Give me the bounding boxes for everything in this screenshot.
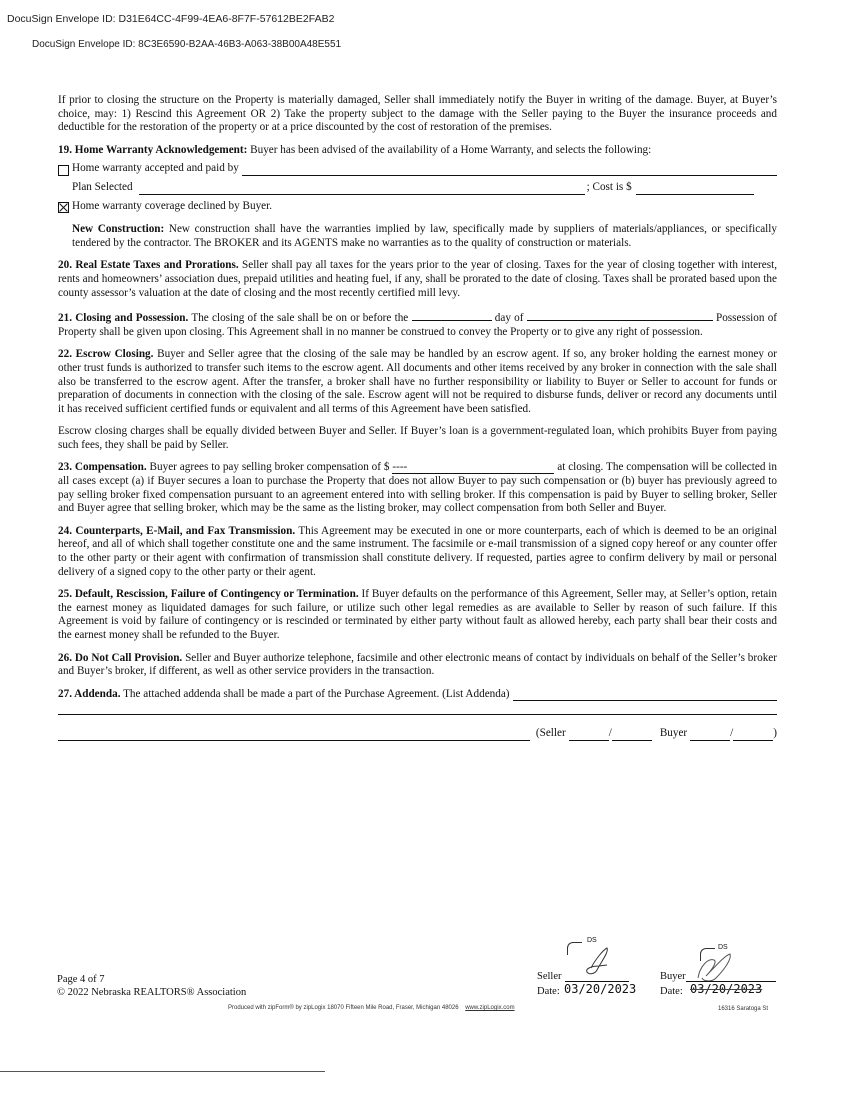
- section-21: [58, 309, 777, 339]
- section-24-text: This Agreement may be executed in one or more counterparts, each of which is deemed to be an original hereof, and all of which shall together constitute one and the same instrument. The facsimile or e-mail transmission of a signed copy hereof or any counter offer to the other party or their agent with confirmation of transmission shall constitute delivery. If requested, parties agree to confirm delivery by mail or personal delivery of a signed copy to the other party or their agent.: [58, 524, 778, 578]
- buyer-ds-tag: DS: [718, 944, 728, 951]
- page-number: Page 4 of 7: [57, 974, 105, 985]
- buyer-initial-2[interactable]: [733, 729, 773, 741]
- section-25: [58, 588, 777, 642]
- section-26: [58, 652, 777, 679]
- seller-initial-2[interactable]: [612, 729, 652, 741]
- initials-seller-label: (Seller: [535, 727, 566, 740]
- section-23-heading: 23. Compensation.: [58, 461, 147, 474]
- section-23-text-a: Buyer agrees to pay selling broker compensation of $: [146, 461, 390, 474]
- section-20-text: Seller shall pay all taxes for the years prior to the year of closing. Taxes for the year of closing together with interest, rents and homeowners’ association dues, prepaid utilities and heating fuel, if any, shall be prorated to the date of closing. Taxes shall be prorated based upon the county assessor’s valuation at the date of closing and the most recently certified mill levy.: [58, 259, 778, 299]
- section-21-text-b: day of: [494, 312, 524, 325]
- seller-ds-tag: DS: [587, 937, 597, 944]
- seller-date-label: Date:: [537, 986, 560, 997]
- buyer-date-label: Date:: [660, 986, 683, 997]
- copyright: © 2022 Nebraska REALTORS® Association: [57, 987, 247, 998]
- damage-paragraph: If prior to closing the structure on the Property is materially damaged, Seller shall immediately notify the Buyer in writing of the damage. Buyer, at Buyer’s choice, may: 1) Rescind this Agreement OR 2) Take the property subject to the damage with the Seller paying to the Buyer the insurance proceeds and deductible for the restoration of the property or at a price discounted by the cost of restoration of the premises.: [58, 94, 777, 134]
- plan-selected-label: Plan Selected: [72, 180, 133, 193]
- section-22-text2: Escrow closing charges shall be equally divided between Buyer and Seller. If Buyer’s loan is a government-regulated loan, which prohibits Buyer from paying such fees, they shall be paid by Seller.: [58, 425, 777, 451]
- section-22-text: Buyer and Seller agree that the closing of the sale may be handled by an escrow agent. If so, any broker holding the earnest money or other trust funds is authorized to transfer such items to the escrow agent. All documents and other items received by any broker in connection with the sale shall also be transferred to the escrow agent. After the transfer, a broker shall have no further responsibility or liability to Buyer or Seller to account for funds or preparation of documents in connection with the closing of the sale. Escrow agent will not be required to disburse funds, deliver or record any documents until it has received sufficient certified funds or equivalent and all terms of this Agreement have been satisfied.: [58, 348, 777, 415]
- addenda-field-1[interactable]: [513, 689, 777, 701]
- warranty-declined-label: Home warranty coverage declined by Buyer.: [72, 199, 273, 212]
- envelope-id-1: DocuSign Envelope ID: D31E64CC-4F99-4EA6-8F7F-57612BE2FAB2: [7, 13, 335, 25]
- warranty-accepted-row: [58, 162, 777, 176]
- buyer-signature-block: [660, 944, 784, 1004]
- section-27-heading: 27. Addenda.: [58, 687, 121, 700]
- plan-selected-field[interactable]: [139, 183, 585, 195]
- section-25-text: If Buyer defaults on the performance of this Agreement, Seller may, at Seller’s option, retain the earnest money as liquidated damages for such failure, or utilize such other legal remedies as are available to Seller by reason of such failure. If this Agreement is void by failure of contingency or is rescinded or terminated by either party without fault as allowed hereby, each party shall bear their costs and the earnest money shall be refunded to the Buyer.: [58, 588, 777, 641]
- section-26-heading: 26. Do Not Call Provision.: [58, 651, 183, 664]
- buyer-initial-1[interactable]: [690, 729, 730, 741]
- footer: [57, 937, 781, 1020]
- closing-day-field[interactable]: [412, 309, 492, 321]
- new-construction-text: New construction shall have the warranties implied by law, specifically made by suppliers of materials/appliances, or specifically tendered by the contractor. The BROKER and its AGENTS make no warranties as to the quality of construction or materials.: [72, 223, 777, 249]
- section-27-text: The attached addenda shall be made a part of the Purchase Agreement. (List Addenda): [120, 687, 510, 700]
- section-26-text: Seller and Buyer authorize telephone, facsimile and other electronic means of contact by individuals on behalf of the Seller’s broker and Buyer’s broker, if different, as well as other service providers in the transaction.: [58, 651, 777, 678]
- section-23-text-b: at closing. The compensation will be collected in all cases except (a) if Buyer secures a loan to purchase the Property that does not allow Buyer to pay such compensation or (b) buyer has previously agreed to pay selling broker fixed compensation pursuant to an agreement entered into with selling broker. If this compensation is paid by Buyer to selling broker, Seller and Buyer agree that selling broker, which may be the same as the listing broker, may collect compensation from both Seller and Buyer.: [58, 461, 778, 515]
- seller-signature-line: [565, 970, 629, 982]
- new-construction: [58, 223, 777, 250]
- section-20-heading: 20. Real Estate Taxes and Prorations.: [58, 259, 239, 272]
- section-19-heading: 19. Home Warranty Acknowledgement:: [58, 143, 248, 156]
- compensation-amount-field[interactable]: [392, 461, 554, 474]
- close-paren: ): [773, 727, 777, 740]
- section-21-text-a: The closing of the sale shall be on or before the: [188, 312, 409, 325]
- seller-label: Seller: [537, 971, 562, 982]
- compensation-amount: ----: [392, 461, 408, 474]
- produced-with: [228, 1005, 515, 1011]
- cost-label: ; Cost is $: [586, 180, 632, 193]
- plan-selected-row: [58, 181, 777, 195]
- warranty-accepted-label: Home warranty accepted and paid by: [72, 162, 239, 175]
- seller-date: 03/20/2023: [564, 982, 637, 996]
- closing-month-field[interactable]: [527, 309, 713, 321]
- slash-2: /: [730, 727, 734, 740]
- buyer-date: 03/20/2023: [690, 982, 763, 996]
- initials-row: [58, 727, 777, 741]
- buyer-label: Buyer: [660, 971, 686, 982]
- addenda-field-3[interactable]: [58, 729, 530, 741]
- ziplogix-link[interactable]: www.zipLogix.com: [465, 1005, 515, 1011]
- property-id: 16316 Saratoga St: [718, 1006, 769, 1012]
- produced-text: Produced with zipForm® by zipLogix 18070 Fifteen Mile Road, Fraser, Michigan 48026: [228, 1005, 459, 1011]
- addenda-field-2[interactable]: [58, 713, 777, 715]
- section-21-text-c: Possession of Property shall be given upon closing. This Agreement shall in no manner be construed to convey the Property or to give any right of possession.: [58, 312, 778, 338]
- section-20: [58, 259, 777, 300]
- warranty-paid-by-field[interactable]: [242, 164, 777, 176]
- section-19-text: Buyer has been advised of the availability of a Home Warranty, and selects the following:: [247, 143, 652, 156]
- warranty-declined-row: [58, 200, 777, 214]
- seller-initial-1[interactable]: [569, 729, 609, 741]
- warranty-accepted-checkbox[interactable]: [58, 165, 69, 176]
- section-24: [58, 525, 777, 579]
- section-27-lead: [58, 688, 510, 702]
- section-23: [58, 461, 777, 515]
- buyer-signature-line: [686, 970, 776, 982]
- section-19: [58, 144, 777, 158]
- section-22: [58, 348, 777, 416]
- section-21-heading: 21. Closing and Possession.: [58, 312, 189, 325]
- envelope-id-2: DocuSign Envelope ID: 8C3E6590-B2AA-46B3-A063-38B00A48E551: [32, 39, 342, 50]
- warranty-declined-checkbox[interactable]: [58, 202, 69, 213]
- bottom-divider: [0, 1071, 325, 1072]
- page-info: [57, 973, 246, 999]
- section-25-heading: 25. Default, Rescission, Failure of Contingency or Termination.: [58, 588, 359, 601]
- section-27: [58, 688, 777, 702]
- new-construction-heading: New Construction:: [72, 223, 165, 236]
- section-22-heading: 22. Escrow Closing.: [58, 348, 154, 361]
- cost-field[interactable]: [636, 183, 754, 195]
- document-body: [58, 94, 777, 741]
- seller-signature-block: [537, 937, 647, 1004]
- initials-buyer-label: Buyer: [659, 727, 688, 740]
- slash-1: /: [608, 727, 612, 740]
- section-24-heading: 24. Counterparts, E-Mail, and Fax Transmission.: [58, 524, 296, 537]
